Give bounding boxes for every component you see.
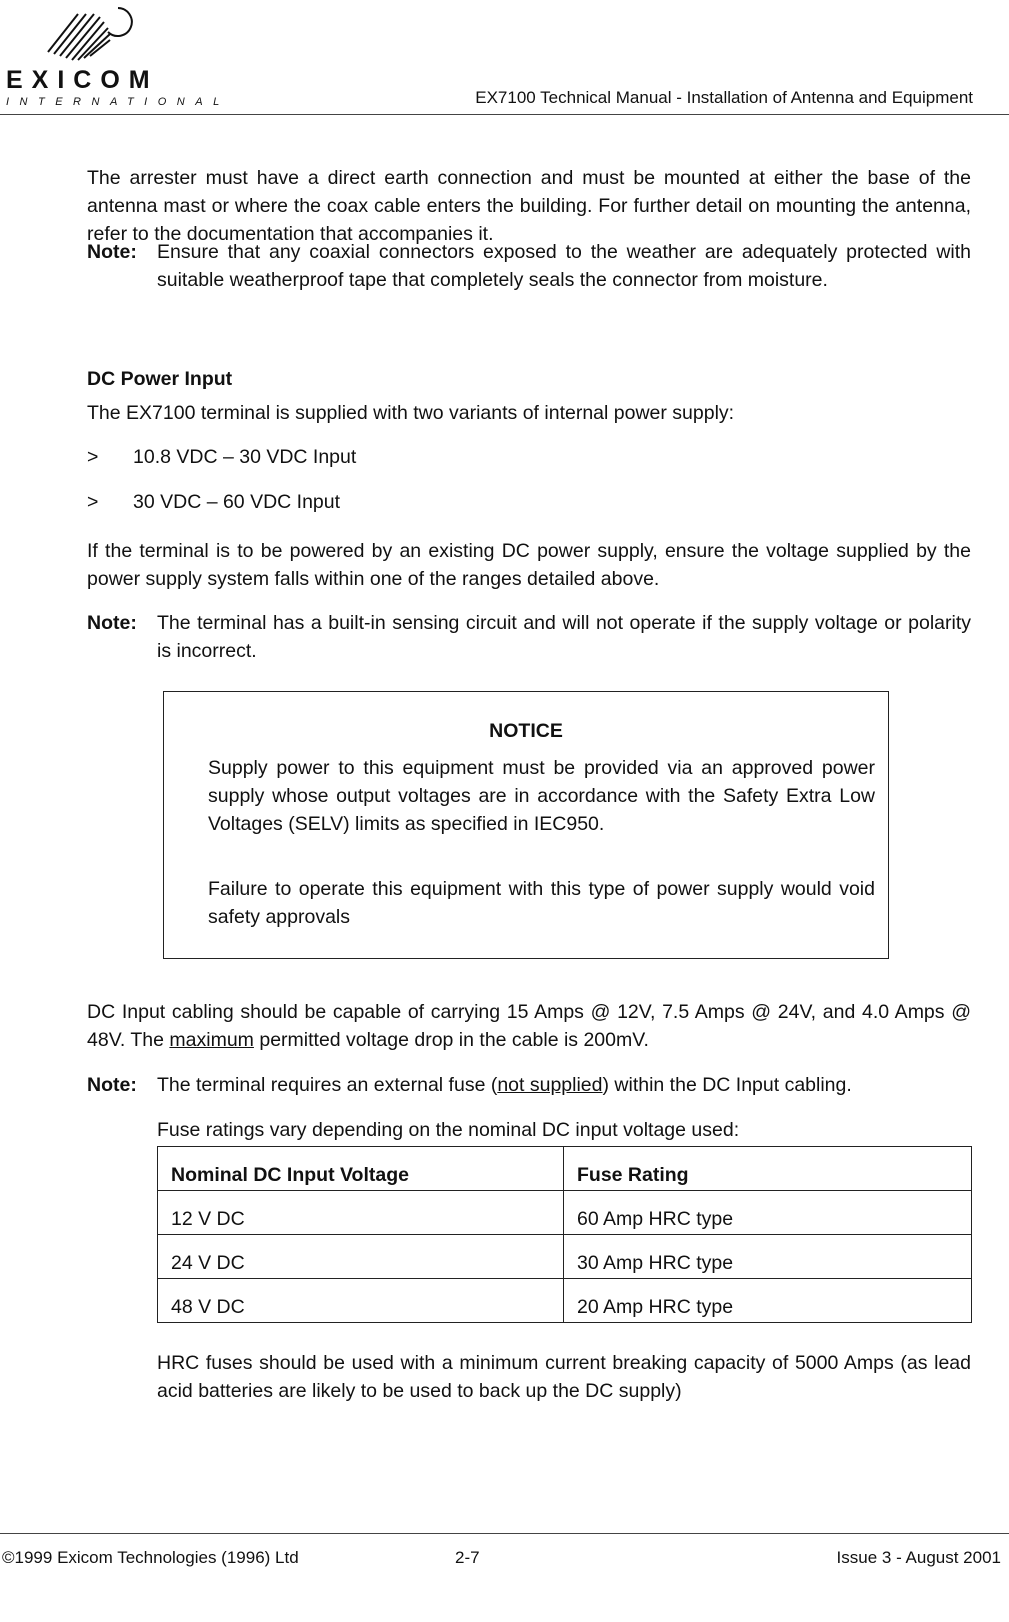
- footer-page-number: 2-7: [455, 1548, 480, 1567]
- note-text-post: ) within the DC Input cabling.: [602, 1074, 852, 1096]
- table-cell: 20 Amp HRC type: [564, 1279, 972, 1323]
- fuse-rating-table: [157, 1146, 972, 1323]
- bullet-marker: >: [87, 491, 99, 513]
- exicom-logo: [0, 0, 230, 110]
- notice-text-selv: Supply power to this equipment must be provided via an approved power supply whose output voltages are in accordance with the Safety Extra Low Voltages (SELV) limits as specified in IEC950.: [208, 757, 875, 835]
- note-label: Note:: [87, 612, 137, 634]
- table-row: [158, 1191, 972, 1235]
- bullet-text: 30 VDC – 60 VDC Input: [133, 491, 341, 513]
- logo-sub-text: INTERNATIONAL: [6, 96, 230, 108]
- logo-brand-text: EXICOM: [6, 66, 159, 94]
- table-row: [158, 1279, 972, 1323]
- table-row: [158, 1235, 972, 1279]
- para-cabling: [87, 998, 971, 1054]
- para-arrester: The arrester must have a direct earth connection and must be mounted at either the base of the antenna mast or where the coax cable enters the building. For further detail on mounting the antenna, refer to the documentation that accompanies it.: [87, 167, 971, 245]
- table-cell: 48 V DC: [158, 1279, 564, 1323]
- footer-issue: Issue 3 - August 2001: [836, 1548, 1001, 1567]
- cabling-text-post: permitted voltage drop in the cable is 200mV.: [253, 1029, 649, 1051]
- note-text: Ensure that any coaxial connectors exposed to the weather are adequately protected with suitable weatherproof tape that completely seals the connector from moisture.: [157, 241, 971, 291]
- table-cell: 30 Amp HRC type: [564, 1235, 972, 1279]
- heading-dc-power-input: DC Power Input: [87, 368, 233, 390]
- table-cell: 60 Amp HRC type: [564, 1191, 972, 1235]
- header-title: EX7100 Technical Manual - Installation of Antenna and Equipment: [475, 88, 973, 107]
- cabling-text-emphasis: maximum: [169, 1029, 254, 1051]
- table-header-cell: Fuse Rating: [564, 1147, 972, 1191]
- notice-text-approvals: Failure to operate this equipment with this type of power supply would void safety approvals: [208, 878, 875, 928]
- table-cell: 12 V DC: [158, 1191, 564, 1235]
- bullet-text: 10.8 VDC – 30 VDC Input: [133, 446, 357, 468]
- para-hrc-fuses: HRC fuses should be used with a minimum current breaking capacity of 5000 Amps (as lead acid batteries are likely to be used to back up the DC supply): [157, 1352, 971, 1402]
- notice-title: NOTICE: [489, 720, 563, 742]
- note-text: [157, 1071, 971, 1099]
- para-power-variants: The EX7100 terminal is supplied with two variants of internal power supply:: [87, 402, 735, 424]
- footer-copyright: ©1999 Exicom Technologies (1996) Ltd: [2, 1548, 299, 1567]
- note-external-fuse: [87, 1071, 971, 1099]
- note-text-emphasis: not supplied: [497, 1074, 603, 1096]
- footer-rule: [0, 1533, 1009, 1534]
- bullet-marker: >: [87, 446, 99, 468]
- table-header-row: [158, 1147, 972, 1191]
- cabling-text-pre: DC Input cabling should be capable of carrying 15 Amps @ 12V, 7.5 Amps @ 24V, and 4.0 Amps @ 48V. The: [87, 1001, 971, 1051]
- note-label: Note:: [87, 1074, 137, 1096]
- note-sensing-circuit: [87, 609, 971, 665]
- note-weatherproof: [87, 238, 971, 294]
- notice-box: [163, 691, 889, 959]
- fuse-intro: Fuse ratings vary depending on the nominal DC input voltage used:: [157, 1119, 740, 1141]
- note-label: Note:: [87, 241, 137, 263]
- header-rule: [0, 114, 1009, 115]
- note-text: The terminal has a built-in sensing circuit and will not operate if the supply voltage or polarity is incorrect.: [157, 612, 971, 662]
- note-text-pre: The terminal requires an external fuse (: [157, 1074, 498, 1096]
- table-cell: 24 V DC: [158, 1235, 564, 1279]
- table-header-cell: Nominal DC Input Voltage: [158, 1147, 564, 1191]
- para-existing-supply: If the terminal is to be powered by an existing DC power supply, ensure the voltage supplied by the power supply system falls within one of the ranges detailed above.: [87, 540, 971, 590]
